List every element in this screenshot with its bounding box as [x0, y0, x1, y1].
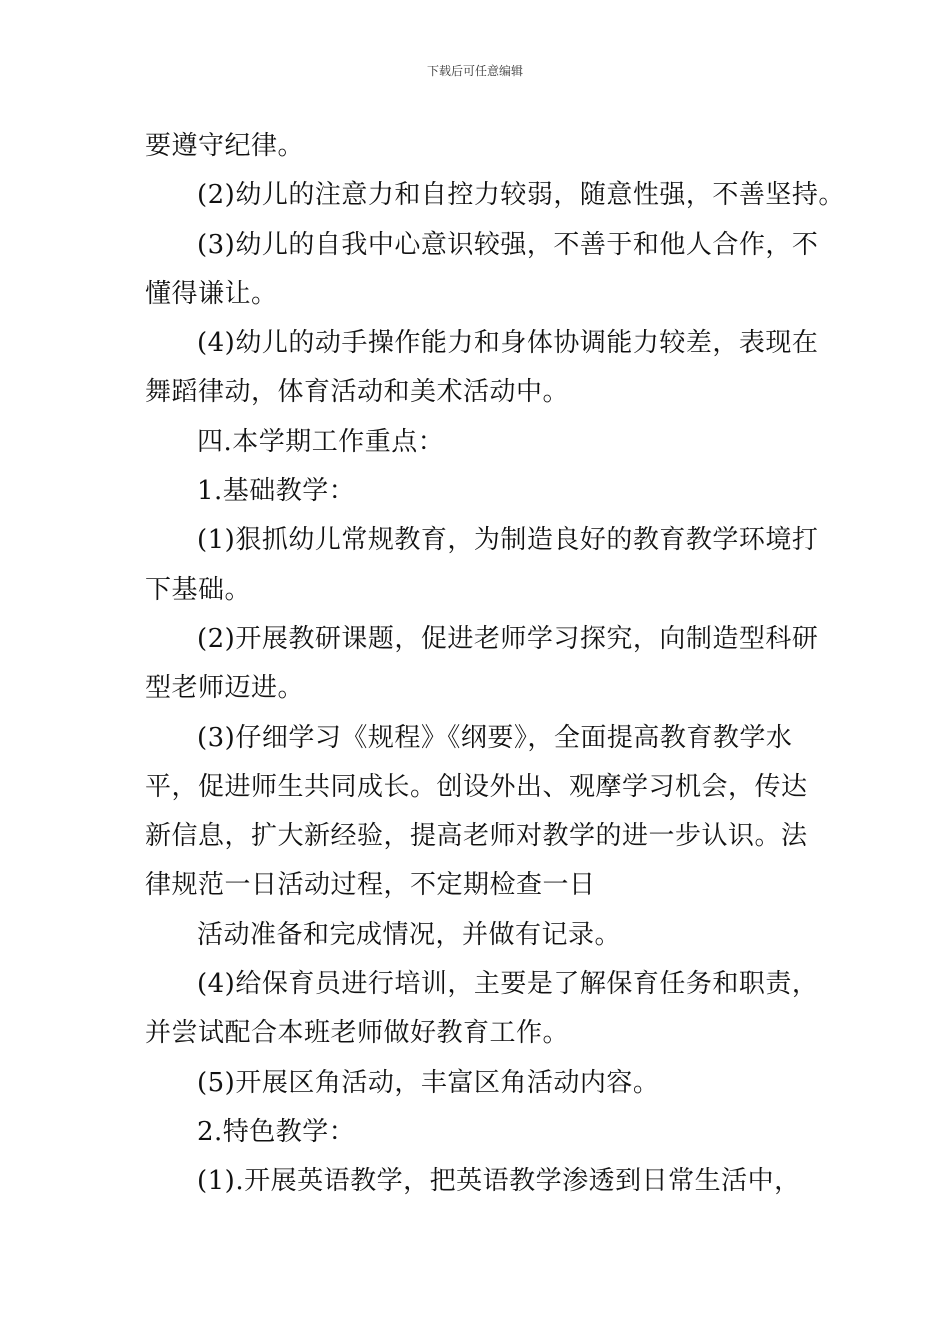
text-line: (1).开展英语教学，把英语教学渗透到日常生活中，: [197, 1166, 801, 1197]
text-line: (1)狠抓幼儿常规教育，为制造良好的教育教学环境打: [197, 525, 819, 556]
text-line: 律规范一日活动过程，不定期检查一日: [145, 870, 596, 901]
text-line: (5)开展区角活动，丰富区角活动内容。: [197, 1067, 660, 1098]
text-line: 懂得谦让。: [145, 278, 278, 309]
text-line: (4)给保育员进行培训，主要是了解保育任务和职责，: [197, 969, 819, 1000]
text-line: 舞蹈律动，体育活动和美术活动中。: [145, 377, 570, 408]
document-body: [145, 122, 845, 1207]
text-line: 并尝试配合本班老师做好教育工作。: [145, 1018, 570, 1049]
text-line: 活动准备和完成情况，并做有记录。: [197, 919, 622, 950]
text-line: 平，促进师生共同成长。创设外出、观摩学习机会，传达: [145, 771, 808, 802]
text-line: 下基础。: [145, 574, 252, 605]
text-line: (3)幼儿的自我中心意识较强，不善于和他人合作，不: [197, 229, 819, 260]
subsection-heading: 2.特色教学：: [197, 1116, 356, 1147]
text-line: 型老师迈进。: [145, 673, 305, 704]
page-header: 下载后可任意编辑: [426, 64, 523, 78]
section-heading: 四.本学期工作重点：: [197, 426, 445, 457]
text-line: 要遵守纪律。: [145, 131, 305, 161]
text-line: (2)幼儿的注意力和自控力较弱，随意性强，不善坚持。: [197, 180, 845, 211]
text-line: (4)幼儿的动手操作能力和身体协调能力较差，表现在: [197, 328, 819, 359]
text-line: (2)开展教研课题，促进老师学习探究，向制造型科研: [197, 623, 819, 654]
text-line: 新信息，扩大新经验，提高老师对教学的进一步认识。法: [145, 821, 808, 852]
text-line: (3)仔细学习《规程》《纲要》，全面提高教育教学水: [197, 722, 793, 753]
subsection-heading: 1.基础教学：: [197, 476, 356, 507]
